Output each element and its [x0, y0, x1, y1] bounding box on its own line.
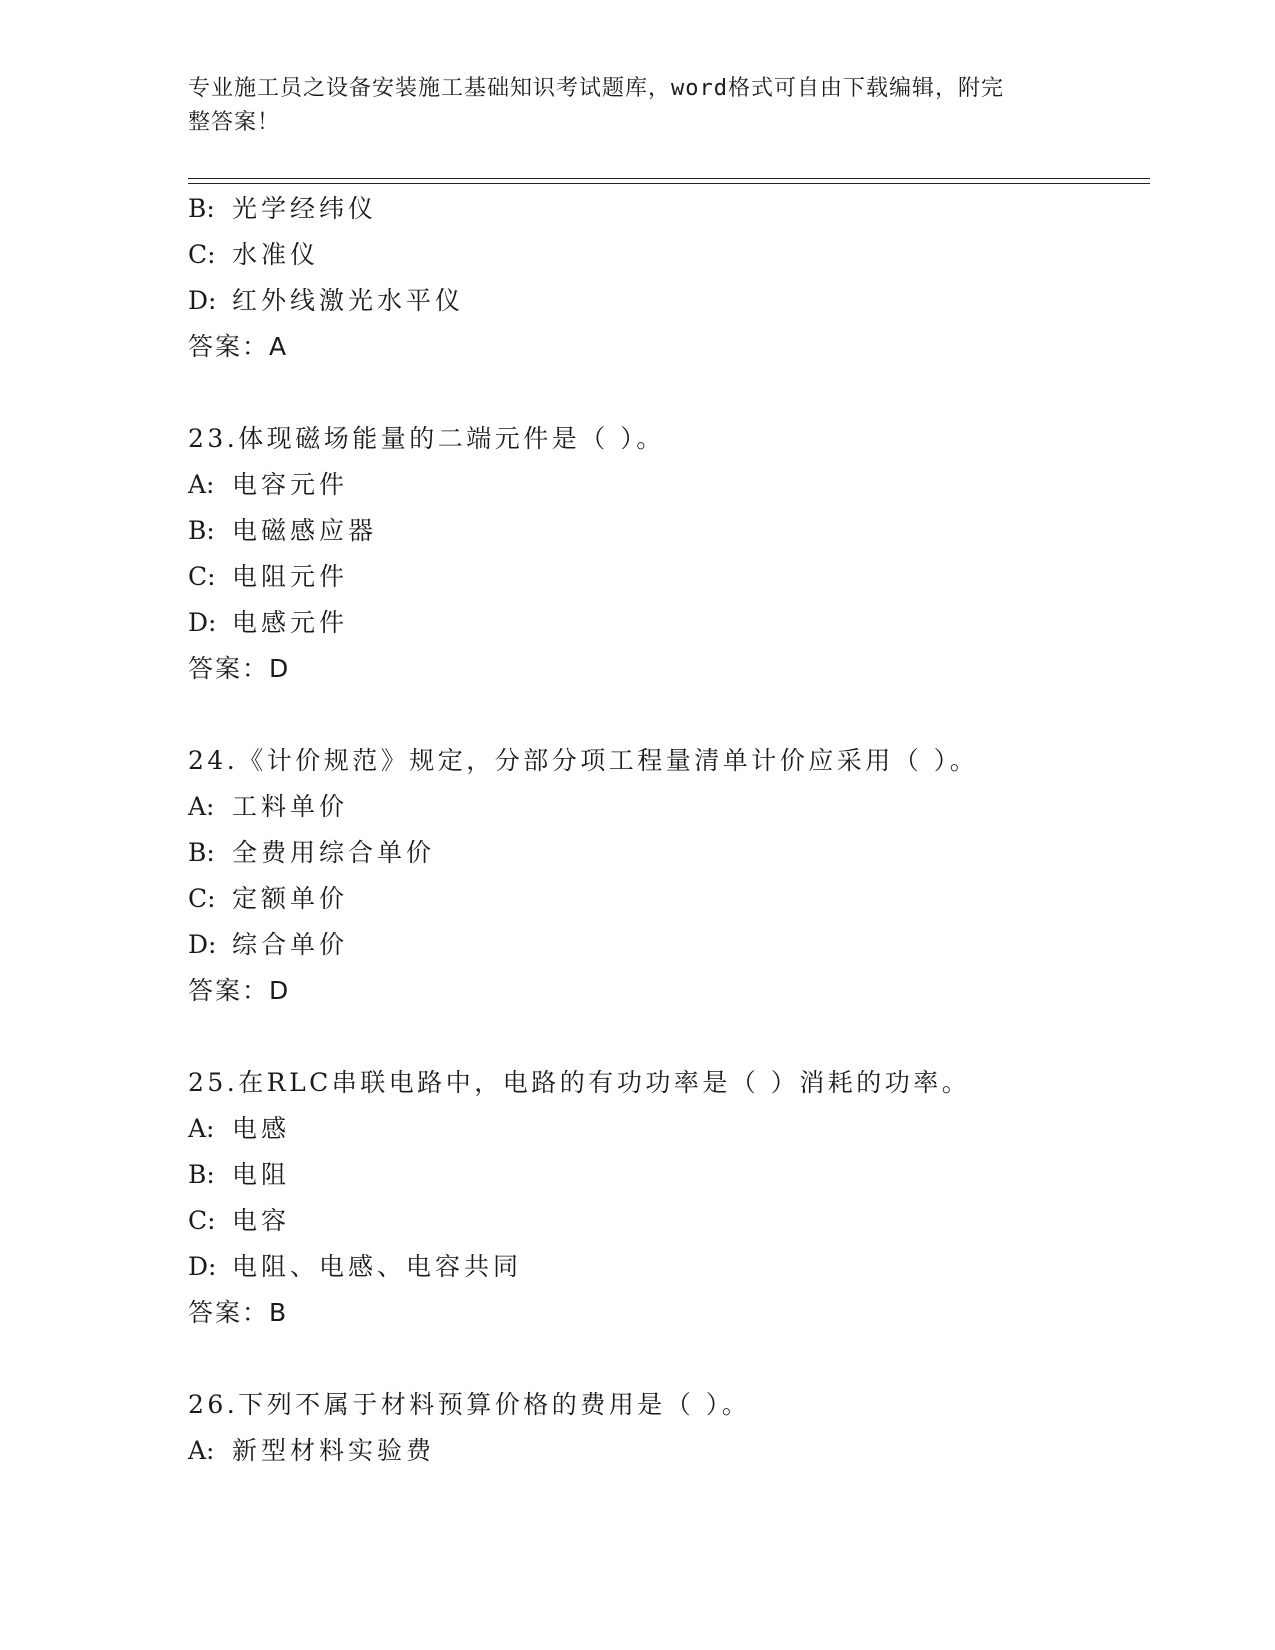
question-block-22: [188, 186, 1148, 370]
option-letter: A:: [188, 792, 215, 821]
option-letter: D:: [188, 1252, 217, 1281]
option-letter: D:: [188, 608, 217, 637]
question-block-23: [188, 416, 1148, 692]
option-letter: B:: [188, 194, 215, 223]
header-divider-top: [188, 178, 1150, 179]
option-text: 电磁感应器: [232, 516, 378, 545]
option-d: [188, 922, 1148, 968]
answer-line: 答案：D: [188, 976, 291, 1005]
option-letter: C:: [188, 1206, 216, 1235]
spacer: [188, 370, 1148, 416]
header-line-1: 专业施工员之设备安装施工基础知识考试题库，word格式可自由下载编辑，附完: [188, 76, 1004, 101]
option-text: 电阻元件: [232, 562, 349, 591]
option-letter: D:: [188, 930, 217, 959]
question-block-24: [188, 738, 1148, 1014]
option-letter: C:: [188, 562, 216, 591]
option-a: [188, 784, 1148, 830]
option-text: 综合单价: [232, 930, 349, 959]
option-text: 全费用综合单价: [232, 838, 436, 867]
option-text: 新型材料实验费: [232, 1436, 436, 1465]
option-text: 电感: [232, 1114, 291, 1143]
spacer: [188, 692, 1148, 738]
header-divider-bottom: [188, 183, 1150, 184]
option-c: [188, 876, 1148, 922]
option-b: [188, 1152, 1148, 1198]
answer-line: 答案：A: [188, 332, 289, 361]
option-letter: A:: [188, 1114, 215, 1143]
option-a: [188, 1428, 1148, 1474]
option-letter: C:: [188, 884, 216, 913]
option-letter: B:: [188, 1160, 215, 1189]
option-text: 光学经纬仪: [232, 194, 378, 223]
option-letter: A:: [188, 470, 215, 499]
spacer: [188, 1014, 1148, 1060]
option-text: 电阻: [232, 1160, 291, 1189]
option-c: [188, 232, 1148, 278]
option-text: 红外线激光水平仪: [232, 286, 465, 315]
option-text: 定额单价: [232, 884, 349, 913]
question-list: [188, 186, 1148, 1474]
option-letter: D:: [188, 286, 217, 315]
option-letter: B:: [188, 838, 215, 867]
option-d: [188, 1244, 1148, 1290]
option-a: [188, 462, 1148, 508]
option-text: 水准仪: [232, 240, 320, 269]
option-b: [188, 508, 1148, 554]
option-c: [188, 1198, 1148, 1244]
question-text: 26.下列不属于材料预算价格的费用是（ ）。: [188, 1390, 751, 1419]
option-b: [188, 186, 1148, 232]
question-text: 24.《计价规范》规定，分部分项工程量清单计价应采用（ ）。: [188, 746, 979, 775]
spacer: [188, 1336, 1148, 1382]
answer-line: 答案：B: [188, 1298, 289, 1327]
option-text: 电容元件: [232, 470, 349, 499]
option-text: 电感元件: [232, 608, 349, 637]
document-header: [188, 72, 1068, 140]
question-text: 23.体现磁场能量的二端元件是（ ）。: [188, 424, 665, 453]
option-text: 电容: [232, 1206, 291, 1235]
option-c: [188, 554, 1148, 600]
header-line-2: 整答案！: [188, 110, 281, 135]
option-letter: C:: [188, 240, 216, 269]
question-block-26: [188, 1382, 1148, 1474]
option-b: [188, 830, 1148, 876]
answer-line: 答案：D: [188, 654, 291, 683]
option-text: 工料单价: [232, 792, 349, 821]
option-a: [188, 1106, 1148, 1152]
option-letter: B:: [188, 516, 215, 545]
option-letter: A:: [188, 1436, 215, 1465]
option-d: [188, 600, 1148, 646]
question-text: 25.在RLC串联电路中，电路的有功功率是（ ）消耗的功率。: [188, 1068, 971, 1097]
question-block-25: [188, 1060, 1148, 1336]
option-text: 电阻、电感、电容共同: [232, 1252, 523, 1281]
option-d: [188, 278, 1148, 324]
